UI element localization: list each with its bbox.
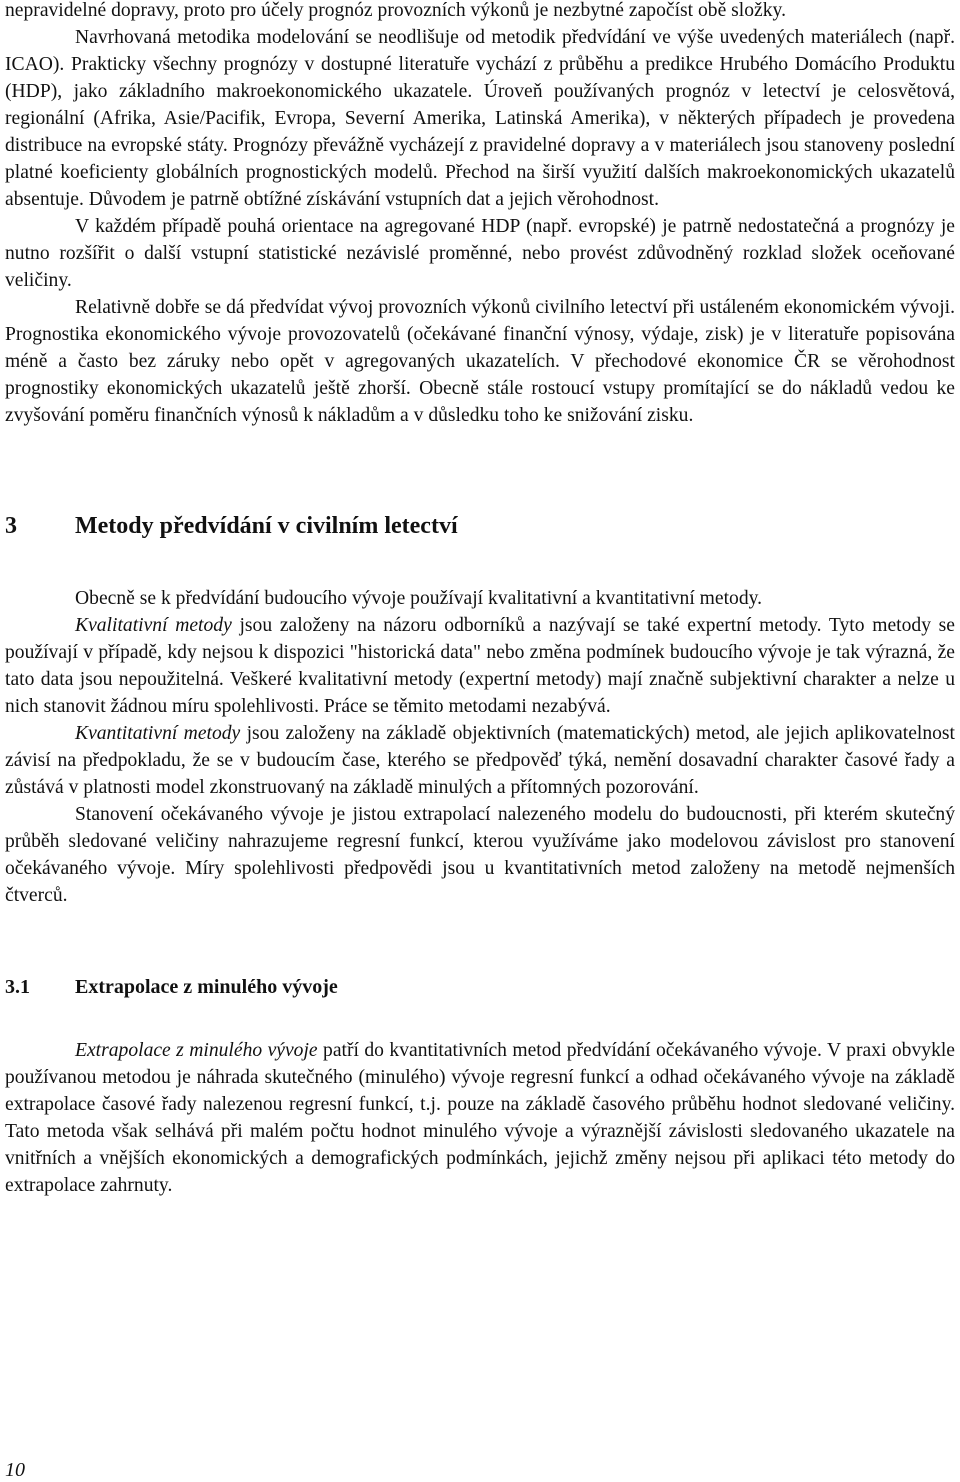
section-3-number: 3 bbox=[5, 513, 17, 539]
section-3-1-heading bbox=[5, 974, 955, 1001]
intro-paragraph-1: nepravidelné dopravy, proto pro účely prognóz provozních výkonů je nezbytné započíst obě složky. bbox=[5, 0, 786, 21]
section-3-1-title: Extrapolace z minulého vývoje bbox=[75, 976, 338, 998]
section-3-1-number: 3.1 bbox=[5, 976, 30, 998]
intro-paragraph-3: V každém případě pouhá orientace na agregované HDP (např. evropské) je patrně nedostatečná a prognózy je nutno rozšířit o další vstupní statistické nezávislé proměnné, nebo provést zdůvodněný rozklad složek oceňované veličiny. bbox=[5, 216, 955, 291]
term-quantitative-methods: Kvantitativní metody bbox=[75, 723, 241, 744]
intro-paragraph-4: Relativně dobře se dá předvídat vývoj provozních výkonů civilního letectví při ustáleném ekonomickém vývoji. Prognostika ekonomického vývoje provozovatelů (očekávané finanční výnosy, výdaje, zisk) je v literatuře popisována méně a často bez záruky nebo opět v agregovaných ukazatelích. V přechodové ekonomice ČR se věrohodnost prognostiky ekonomických ukazatelů ještě zhorší. Obecně stále rostoucí vstupy promítající se do nákladů vedou ke zvyšování poměru finančních výnosů k nákladům a v důsledku toho ke snižování zisku. bbox=[5, 297, 955, 426]
section-3-paragraph-4: Stanovení očekávaného vývoje je jistou extrapolací nalezeného modelu do budoucnosti, při kterém skutečný průběh sledované veličiny nahrazujeme regresní funkcí, kterou využíváme jako modelovou závislost pro stanovení očekávaného vývoje. Míry spolehlivosti předpovědi jsou u kvantitativních metod založeny na metodě nejmenších čtverců. bbox=[5, 804, 955, 906]
section-3-1-paragraph-1 bbox=[5, 1037, 955, 1199]
section-3-paragraph-3-text: jsou založeny na základě objektivních (matematických) metod, ale jejich aplikovatelnost závisí na předpokladu, že se v budoucím čase, kterého se předpověď týká, nemění dosavadní charakter časové řady a zůstává v platnosti model zkonstruovaný na základě minulých a přítomných pozorování. bbox=[5, 723, 955, 798]
section-3-title: Metody předvídání v civilním letectví bbox=[75, 513, 458, 539]
section-3-paragraph-2 bbox=[5, 612, 955, 720]
term-qualitative-methods: Kvalitativní metody bbox=[75, 615, 232, 636]
section-3-paragraph-2-text: jsou založeny na názoru odborníků a nazývají se také expertní metody. Tyto metody se používají v případě, kdy nejsou k dispozici "historická data" nebo změna podmínek budoucího vývoje je tak výrazná, že tato data jsou nepoužitelná. Veškeré kvalitativní metody (expertní metody) mají značně subjektivní charakter a nelze u nich stanovit žádnou míru spolehlivosti. Práce se těmito metodami nezabývá. bbox=[5, 615, 955, 717]
document-page bbox=[5, 0, 955, 1199]
section-3-paragraph-1: Obecně se k předvídání budoucího vývoje používají kvalitativní a kvantitativní metody. bbox=[75, 588, 763, 609]
section-3-heading bbox=[5, 511, 955, 541]
page-number: 10 bbox=[5, 1459, 25, 1481]
section-3-1-paragraph-1-text: patří do kvantitativních metod předvídání očekávaného vývoje. V praxi obvykle používanou metodou je náhrada skutečného (minulého) vývoje regresní funkcí a odhad očekávaného vývoje na základě extrapolace časové řady nalezenou regresní funkcí, t.j. pouze na základě časového průběhu hodnot sledované veličiny. Tato metoda však selhává při malém počtu hodnot minulého vývoje a výraznější závislosti sledovaného ukazatele na vnitřních a vnějších ekonomických a demografických podmínkách, jejichž změny nejsou při aplikaci této metody do extrapolace zahrnuty. bbox=[5, 1040, 956, 1196]
section-3-paragraph-3 bbox=[5, 720, 955, 801]
intro-paragraph-2: Navrhovaná metodika modelování se neodlišuje od metodik předvídání ve výše uvedených materiálech (např. ICAO). Prakticky všechny prognózy v dostupné literatuře vychází z průběhu a predikce Hrubého Domácího Produktu (HDP), jako základního makroekonomického ukazatele. Úroveň používaných prognóz v letectví je celosvětová, regionální (Afrika, Asie/Pacifik, Evropa, Severní Amerika, Latinská Amerika), v některých případech je provedena distribuce na evropské státy. Prognózy převážně vycházejí z pravidelné dopravy a v materiálech jsou stanoveny poslední platné koeficienty globálních prognostických modelů. Přechod na širší využití dalších makroekonomických ukazatelů absentuje. Důvodem je patrně obtížné získávání vstupních dat a jejich věrohodnost. bbox=[5, 27, 955, 210]
term-extrapolation: Extrapolace z minulého vývoje bbox=[75, 1040, 318, 1061]
